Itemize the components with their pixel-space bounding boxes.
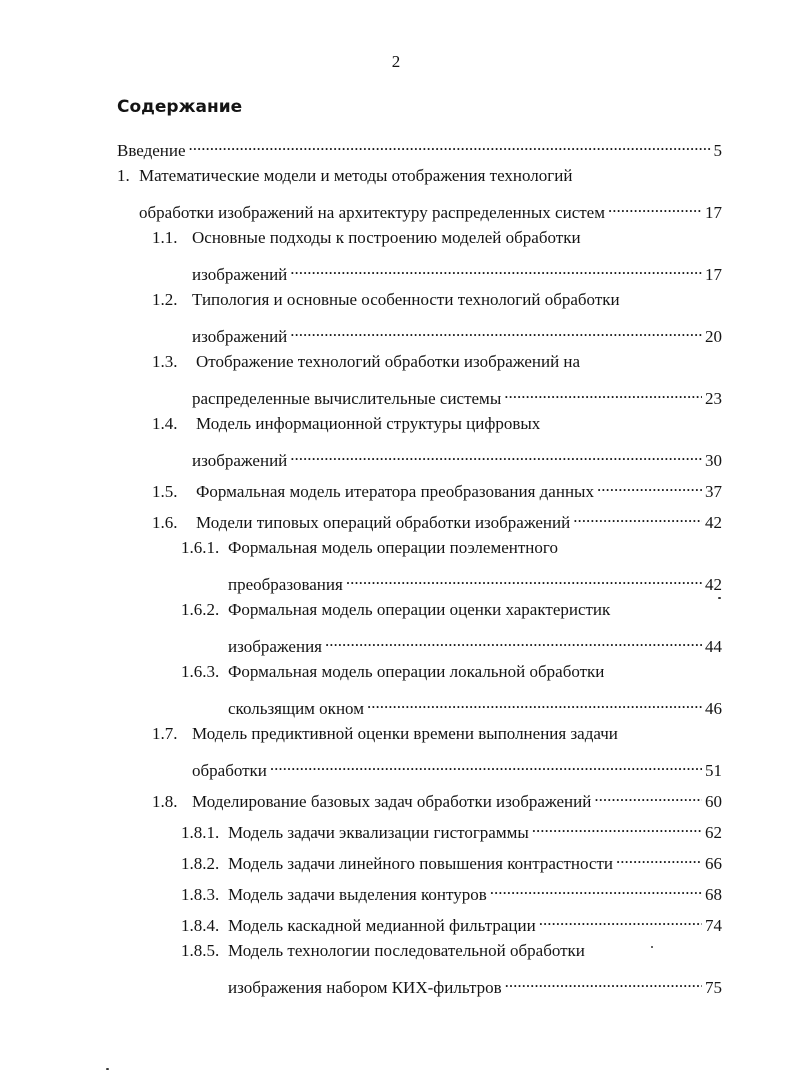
toc-entry-page: 17	[705, 265, 722, 284]
toc-entry-number: 1.6.3.	[181, 662, 220, 681]
toc-entry-1-6	[152, 506, 722, 532]
toc-entry-title: Математические модели и методы отображения технологий	[139, 166, 573, 185]
scan-speck	[106, 1068, 109, 1070]
toc-entry-intro	[117, 134, 722, 160]
toc-entry-title: Формальная модель операции локальной обработки	[228, 662, 605, 681]
dot-leader	[189, 134, 711, 156]
toc-entry-number: 1.8.2.	[181, 854, 220, 873]
toc-entry-title: Моделирование базовых задач обработки изображений	[192, 792, 592, 811]
toc-entry-1-7-line1	[152, 723, 722, 745]
toc-entry-1-6-3-line1	[181, 661, 722, 683]
toc-entry-1-8-3	[181, 878, 722, 904]
scan-speck	[718, 597, 721, 599]
toc-entry-number: 1.7.	[152, 724, 178, 743]
toc-entry-1-6-1-line2	[228, 568, 722, 594]
toc-entry-title: Модель каскадной медианной фильтрации	[228, 916, 536, 935]
dot-leader	[532, 816, 702, 838]
toc-entry-page: 44	[705, 637, 722, 656]
toc-entry-title: Основные подходы к построению моделей обработки	[192, 228, 581, 247]
toc-entry-title-cont: преобразования	[228, 575, 343, 594]
dot-leader	[573, 506, 702, 528]
toc-entry-page: 75	[705, 978, 722, 997]
dot-leader	[325, 630, 702, 652]
dot-leader	[346, 568, 702, 590]
dot-leader	[504, 382, 702, 404]
toc-entry-title-cont: изображений	[192, 327, 288, 346]
toc-entry-title: Модели типовых операций обработки изображений	[196, 513, 571, 532]
dot-leader	[594, 785, 702, 807]
dot-leader	[367, 692, 702, 714]
toc-entry-page: 42	[705, 575, 722, 594]
toc-entry-1-8-5-line2	[228, 971, 722, 997]
toc-entry-1-1-line1	[152, 227, 722, 249]
toc-entry-title-cont: обработки изображений на архитектуру распределенных систем	[139, 203, 605, 222]
toc-entry-title: Формальная модель итератора преобразования данных	[196, 482, 594, 501]
toc-entry-1-5	[152, 475, 722, 501]
toc-entry-1-1-line2	[192, 258, 722, 284]
toc-entry-title: Формальная модель операции оценки характеристик	[228, 600, 611, 619]
toc-entry-1-line1	[117, 165, 722, 187]
dot-leader	[290, 444, 702, 466]
toc-entry-page: 62	[705, 823, 722, 842]
toc-entry-number: 1.6.2.	[181, 600, 220, 619]
toc-entry-number: 1.5.	[152, 482, 178, 501]
toc-entry-title-cont: скользящим окном	[228, 699, 364, 718]
toc-entry-number: 1.8.3.	[181, 885, 220, 904]
toc-entry-number: 1.8.4.	[181, 916, 220, 935]
dot-leader	[290, 258, 702, 280]
toc-entry-page: 20	[705, 327, 722, 346]
toc-entry-1-3-line2	[192, 382, 722, 408]
toc-entry-title: Модель задачи выделения контуров	[228, 885, 487, 904]
toc-entry-1-6-2-line2	[228, 630, 722, 656]
toc-entry-page: 5	[713, 141, 722, 160]
toc-entry-number: 1.8.5.	[181, 941, 220, 960]
toc-entry-1-7-line2	[192, 754, 722, 780]
dot-leader	[539, 909, 702, 931]
toc-entry-1-6-3-line2	[228, 692, 722, 718]
toc-entry-page: 46	[705, 699, 722, 718]
dot-leader	[597, 475, 702, 497]
toc-entry-1-2-line2	[192, 320, 722, 346]
page-number: 2	[391, 52, 401, 71]
toc-entry-title: Типология и основные особенности технологий обработки	[192, 290, 620, 309]
dot-leader	[270, 754, 702, 776]
toc-entry-1-6-1-line1	[181, 537, 722, 559]
toc-entry-title-cont: обработки	[192, 761, 267, 780]
toc-entry-number: 1.1.	[152, 228, 178, 247]
toc-entry-1-4-line2	[192, 444, 722, 470]
toc-entry-1-8-1	[181, 816, 722, 842]
toc-entry-page: 23	[705, 389, 722, 408]
toc-entry-1-6-2-line1	[181, 599, 722, 621]
dot-leader	[616, 847, 702, 869]
dot-leader	[490, 878, 702, 900]
dot-leader	[290, 320, 702, 342]
toc-entry-number: 1.	[117, 166, 130, 185]
toc-entry-page: 60	[705, 792, 722, 811]
scan-speck	[651, 946, 653, 948]
toc-entry-1-8-4	[181, 909, 722, 935]
toc-entry-title-cont: изображения набором КИХ-фильтров	[228, 978, 502, 997]
toc-entry-title-cont: изображения	[228, 637, 322, 656]
toc-entry-1-8-2	[181, 847, 722, 873]
toc-entry-title: Модель информационной структуры цифровых	[196, 414, 541, 433]
toc-entry-title-cont: изображений	[192, 265, 288, 284]
toc-entry-number: 1.6.1.	[181, 538, 220, 557]
toc-entry-page: 51	[705, 761, 722, 780]
toc-entry-title: Модель задачи линейного повышения контрастности	[228, 854, 613, 873]
toc-entry-number: 1.8.	[152, 792, 178, 811]
toc-entry-title: Модель задачи эквализации гистограммы	[228, 823, 529, 842]
toc-entry-number: 1.8.1.	[181, 823, 220, 842]
toc-entry-1-8-5-line1	[181, 940, 722, 962]
toc-heading: Содержание	[117, 97, 243, 117]
toc-entry-title: Формальная модель операции поэлементного	[228, 538, 558, 557]
toc-entry-title: Модель предиктивной оценки времени выполнения задачи	[192, 724, 618, 743]
toc-entry-1-8	[152, 785, 722, 811]
toc-entry-page: 42	[705, 513, 722, 532]
dot-leader	[608, 196, 702, 218]
toc-entry-number: 1.6.	[152, 513, 178, 532]
toc-entry-number: 1.3.	[152, 352, 178, 371]
toc-entry-page: 17	[705, 203, 722, 222]
toc-entry-page: 68	[705, 885, 722, 904]
toc-entry-page: 66	[705, 854, 722, 873]
toc-entry-1-3-line1	[152, 351, 722, 373]
toc-entry-page: 30	[705, 451, 722, 470]
toc-entry-1-4-line1	[152, 413, 722, 435]
toc-entry-title-cont: распределенные вычислительные системы	[192, 389, 502, 408]
toc-entry-number: 1.4.	[152, 414, 178, 433]
toc-entry-1-line2	[139, 196, 722, 222]
toc-entry-title: Введение	[117, 141, 186, 160]
toc-entry-page: 74	[705, 916, 722, 935]
dot-leader	[505, 971, 702, 993]
toc-entry-number: 1.2.	[152, 290, 178, 309]
toc-entry-title: Отображение технологий обработки изображений на	[196, 352, 581, 371]
toc-entry-title-cont: изображений	[192, 451, 288, 470]
toc-entry-title: Модель технологии последовательной обработки	[228, 941, 585, 960]
toc-entry-page: 37	[705, 482, 722, 501]
toc-entry-1-2-line1	[152, 289, 722, 311]
